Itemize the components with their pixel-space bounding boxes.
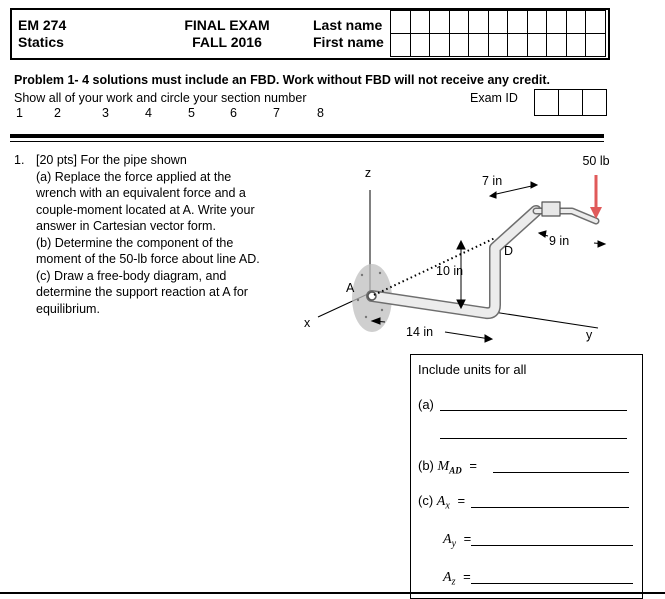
course-code: EM 274 <box>18 17 67 33</box>
section-8[interactable]: 8 <box>317 106 324 120</box>
y-axis-label: y <box>586 328 593 342</box>
problem-line: (b) Determine the component of the <box>36 235 234 250</box>
section-3[interactable]: 3 <box>102 106 109 120</box>
point-d-label: D <box>504 244 514 258</box>
exam-title: FINAL EXAM <box>184 17 270 33</box>
answer-b-line[interactable] <box>493 472 629 473</box>
problem-statement <box>36 152 286 317</box>
problem-line: wrench with an equivalent force and a <box>36 186 246 200</box>
section-5[interactable]: 5 <box>188 106 195 120</box>
problem-line: couple-moment located at A. Write your <box>36 202 255 217</box>
course-name: Statics <box>18 34 64 50</box>
section-prompt: Show all of your work and circle your section number <box>14 91 307 105</box>
equals-sign: = <box>469 458 477 473</box>
exam-id-boxes[interactable] <box>535 90 607 116</box>
dim-9in-label: 9 in <box>549 234 570 248</box>
equals-sign: = <box>463 569 471 584</box>
force-label: 50 lb <box>582 154 610 168</box>
section-numbers <box>14 106 334 122</box>
answer-b-subscript: AD <box>449 465 462 476</box>
answer-c-prefix: (c) <box>418 493 434 508</box>
equals-sign: = <box>463 531 472 546</box>
name-entry-grid[interactable] <box>391 11 606 57</box>
last-name-label: Last name <box>313 17 383 33</box>
answer-b-symbol: M <box>437 459 450 474</box>
first-name-label: First name <box>313 34 384 50</box>
answer-ay-sub: y <box>451 538 457 550</box>
exam-header <box>10 8 610 60</box>
exam-term: FALL 2016 <box>192 34 262 50</box>
section-1[interactable]: 1 <box>16 106 23 120</box>
dim-7in-label: 7 in <box>482 174 503 188</box>
problem-number: 1. <box>14 153 25 167</box>
pipe <box>368 202 596 313</box>
section-7[interactable]: 7 <box>273 106 280 120</box>
line-ad <box>374 238 495 295</box>
answer-ay-line[interactable] <box>471 545 633 546</box>
point-a-label: A <box>346 281 355 295</box>
problem-line: [20 pts] For the pipe shown <box>36 153 187 167</box>
dim-10in-label: 10 in <box>436 264 464 278</box>
problem-line: (c) Draw a free-body diagram, and <box>36 268 227 283</box>
answer-a-label: (a) <box>418 397 434 412</box>
fbd-notice: Problem 1- 4 solutions must include an FBD. Work without FBD will not receive any credit. <box>14 73 550 87</box>
exam-id-label: Exam ID <box>470 91 518 105</box>
answer-az-symbol: A <box>443 570 452 585</box>
answer-ax-sub: x <box>445 500 450 512</box>
divider-thin <box>10 141 604 142</box>
section-4[interactable]: 4 <box>145 106 152 120</box>
answer-az-line[interactable] <box>471 583 633 584</box>
name-labels <box>313 17 384 51</box>
answer-b-label <box>418 458 477 476</box>
pipe-figure <box>290 145 610 350</box>
answer-box <box>410 354 643 599</box>
problem-line: equilibrium. <box>36 301 100 316</box>
answer-b-prefix: (b) <box>418 458 434 473</box>
answer-ay-symbol: A <box>443 532 452 547</box>
answer-az-sub: z <box>451 576 456 588</box>
divider-thick <box>10 134 604 138</box>
problem-line: determine the support reaction at A for <box>36 285 248 299</box>
section-2[interactable]: 2 <box>54 106 61 120</box>
answer-ax-line[interactable] <box>471 507 629 508</box>
x-axis-label: x <box>304 316 311 330</box>
answer-a-line-1[interactable] <box>440 410 627 411</box>
answer-c-label <box>418 493 465 512</box>
z-axis-label: z <box>364 166 372 180</box>
answer-ax-symbol: A <box>436 494 446 509</box>
section-6[interactable]: 6 <box>230 106 237 120</box>
answer-heading: Include units for all <box>418 362 527 377</box>
force-arrow <box>590 175 602 219</box>
problem-line: answer in Cartesian vector form. <box>36 219 216 233</box>
equals-sign: = <box>457 493 466 508</box>
answer-a-line-2[interactable] <box>440 438 627 439</box>
problem-line: moment of the 50-lb force about line AD. <box>36 252 260 266</box>
answer-ay-label <box>443 531 471 550</box>
course-block <box>18 17 66 51</box>
exam-title-block <box>184 17 270 51</box>
answer-az-label <box>443 569 471 588</box>
dim-14in-label: 14 in <box>406 325 434 339</box>
problem-line: (a) Replace the force applied at the <box>36 169 232 184</box>
